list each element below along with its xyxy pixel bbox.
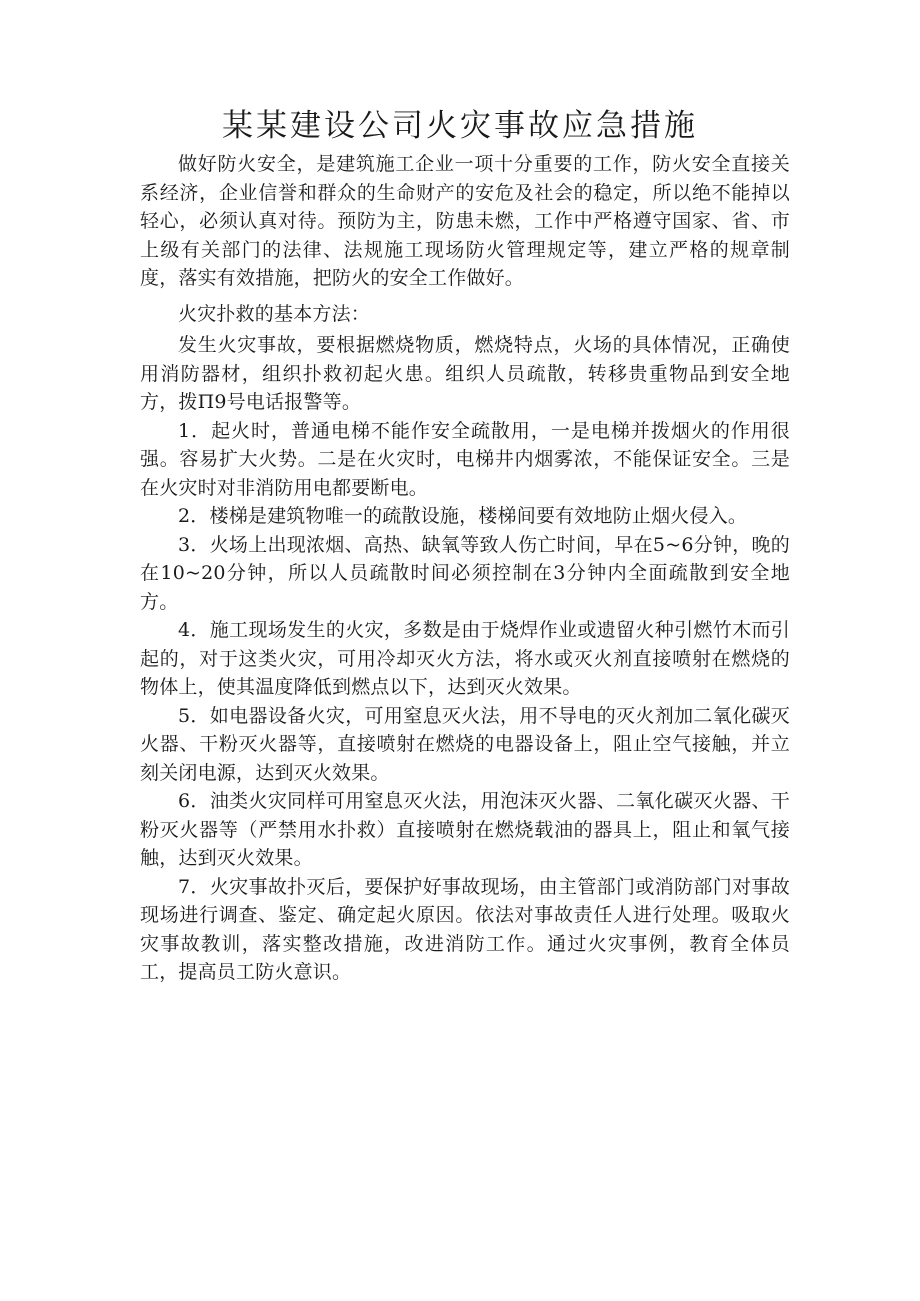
section-heading: 火灾扑救的基本方法： xyxy=(178,302,371,325)
intro-paragraph: 做好防火安全，是建筑施工企业一项十分重要的工作，防火安全直接关系经济，企业信誉和群众的生命财产的安危及社会的稳定，所以绝不能掉以轻心，必须认真对待。预防为主，防患未燃，工作中严格遵守国家、省、市上级有关部门的法律、法规施工现场防火管理规定等，建立严格的规章制度，落实有效措施，把防火的安全工作做好。 xyxy=(140,153,790,289)
list-item-7: 7．火灾事故扑灭后，要保护好事故现场，由主管部门或消防部门对事故现场进行调查、鉴定、确定起火原因。依法对事故责任人进行处理。吸取火灾事故教训，落实整改措施，改进消防工作。通过火灾事例，教育全体员工，提高员工防火意识。 xyxy=(140,875,790,983)
document-body xyxy=(140,150,790,987)
list-item-5: 5．如电器设备火灾，可用窒息灭火法，用不导电的灭火剂加二氧化碳灭火器、干粉灭火器等，直接喷射在燃烧的电器设备上，阻止空气接触，并立刻关闭电源，达到灭火效果。 xyxy=(140,704,790,784)
list-item-4: 4．施工现场发生的火灾，多数是由于烧焊作业或遗留火种引燃竹木而引起的，对于这类火灾，可用冷却灭火方法，将水或灭火剂直接喷射在燃烧的物体上，使其温度降低到燃点以下，达到灭火效果。 xyxy=(140,619,790,698)
list-item-6: 6．油类火灾同样可用窒息灭火法，用泡沫灭火器、二氧化碳灭火器、干粉灭火器等（严禁用水扑救）直接喷射在燃烧载油的器具上，阻止和氧气接触，达到灭火效果。 xyxy=(140,790,790,869)
document-title: 某某建设公司火灾事故应急措施 xyxy=(222,108,698,144)
list-item-1: 1．起火时，普通电梯不能作安全疏散用，一是电梯并拨烟火的作用很强。容易扩大火势。二是在火灾时，电梯井内烟雾浓，不能保证安全。三是在火灾时对非消防用电都要断电。 xyxy=(140,419,790,499)
list-item-3: 3．火场上出现浓烟、高热、缺氧等致人伤亡时间，早在5~6分钟，晚的在10~20分钟，所以人员疏散时间必须控制在3分钟内全面疏散到安全地方。 xyxy=(140,533,790,613)
method-paragraph: 发生火灾事故，要根据燃烧物质，燃烧特点，火场的具体情况，正确使用消防器材，组织扑救初起火患。组织人员疏散，转移贵重物品到安全地方，拨П9号电话报警等。 xyxy=(140,334,790,413)
list-item-2: 2．楼梯是建筑物唯一的疏散设施，楼梯间要有效地防止烟火侵入。 xyxy=(178,505,748,527)
